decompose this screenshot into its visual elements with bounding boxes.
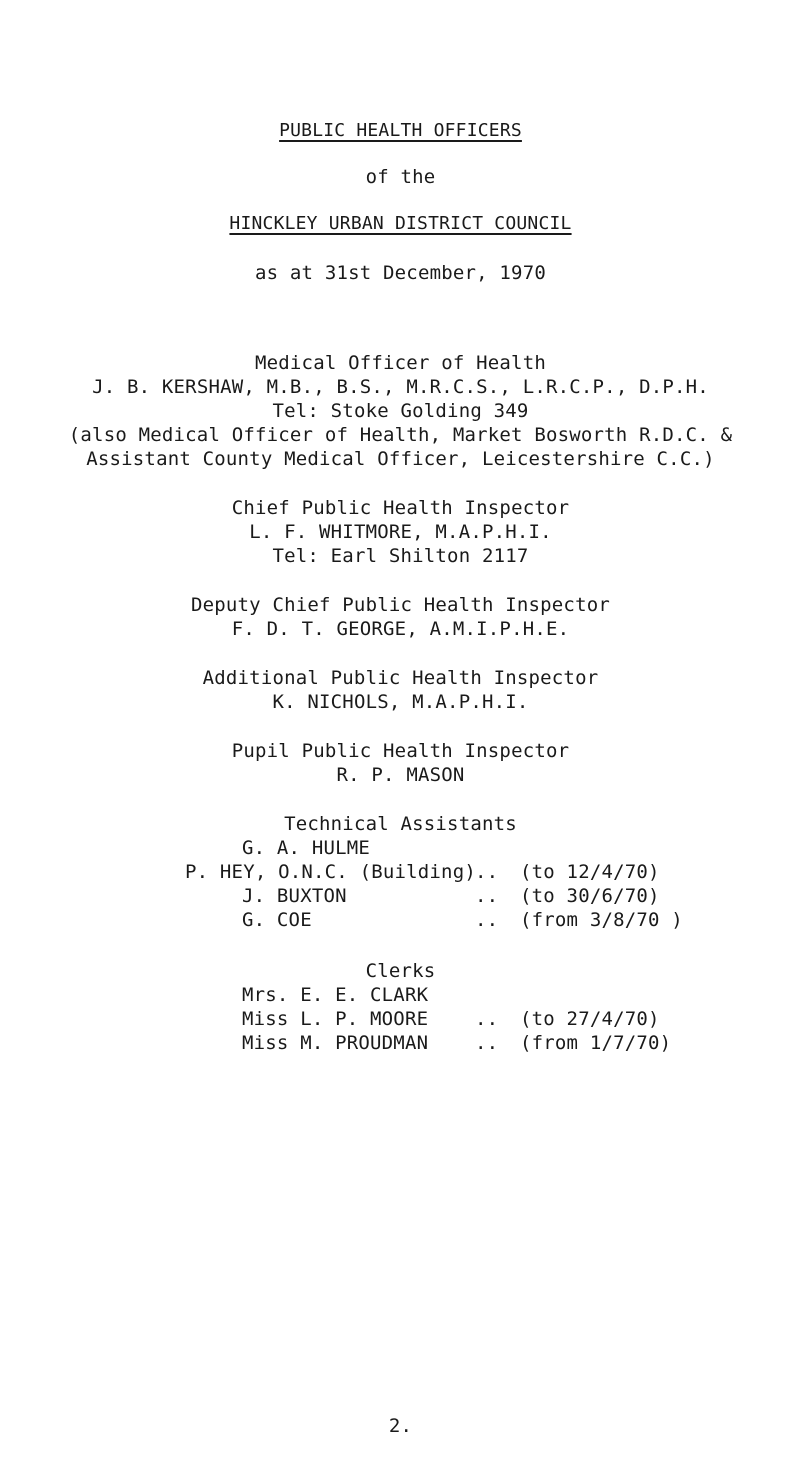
leader-dots: .. [475, 909, 499, 931]
leader-dots: .. [475, 1008, 499, 1030]
technical-name: P. HEY, O.N.C. (Building) [185, 861, 476, 883]
additional-name: K. NICHOLS, M.A.P.H.I. [272, 691, 529, 713]
technical-name: G. COE [242, 909, 312, 931]
leader-dots: .. [475, 885, 499, 907]
technical-date-note: (to 30/6/70) [520, 885, 660, 907]
moh-tel: Tel: Stoke Golding 349 [272, 400, 529, 422]
moh-name: J. B. KERSHAW, M.B., B.S., M.R.C.S., L.R.C.P., D.P.H. [92, 376, 709, 398]
pupil-role: Pupil Public Health Inspector [231, 740, 570, 762]
clerks-role: Clerks [365, 960, 436, 982]
moh-role: Medical Officer of Health [255, 352, 546, 374]
clerk-date-note: (to 27/4/70) [520, 1008, 660, 1030]
chief-name: L. F. WHITMORE, M.A.P.H.I. [249, 521, 552, 543]
technical-date-note: (from 3/8/70 ) [520, 909, 683, 931]
document-title: PUBLIC HEALTH OFFICERS [279, 120, 522, 141]
clerk-name: Miss L. P. MOORE [242, 1008, 429, 1030]
clerk-name: Mrs. E. E. CLARK [242, 984, 429, 1006]
as-at-date: as at 31st December, 1970 [255, 262, 546, 284]
leader-dots: .. [475, 861, 499, 883]
leader-dots: .. [475, 1032, 499, 1054]
of-the-line: of the [365, 166, 436, 188]
council-name: HINCKLEY URBAN DISTRICT COUNCIL [229, 213, 572, 234]
deputy-name: F. D. T. GEORGE, A.M.I.P.H.E. [231, 618, 570, 640]
clerk-name: Miss M. PROUDMAN [242, 1032, 429, 1054]
moh-note-1: (also Medical Officer of Health, Market Bosworth R.D.C. & [68, 424, 733, 446]
pupil-name: R. P. MASON [336, 764, 465, 786]
page-number: 2. [388, 1415, 413, 1437]
moh-note-2: Assistant County Medical Officer, Leicestershire C.C.) [86, 448, 715, 470]
deputy-role: Deputy Chief Public Health Inspector [190, 594, 610, 616]
technical-date-note: (to 12/4/70) [520, 861, 660, 883]
chief-role: Chief Public Health Inspector [231, 497, 570, 519]
technical-name: G. A. HULME [242, 837, 371, 859]
chief-tel: Tel: Earl Shilton 2117 [272, 545, 529, 567]
technical-role: Technical Assistants [284, 813, 517, 835]
technical-name: J. BUXTON [242, 885, 347, 907]
clerk-date-note: (from 1/7/70) [520, 1032, 672, 1054]
additional-role: Additional Public Health Inspector [202, 667, 599, 689]
